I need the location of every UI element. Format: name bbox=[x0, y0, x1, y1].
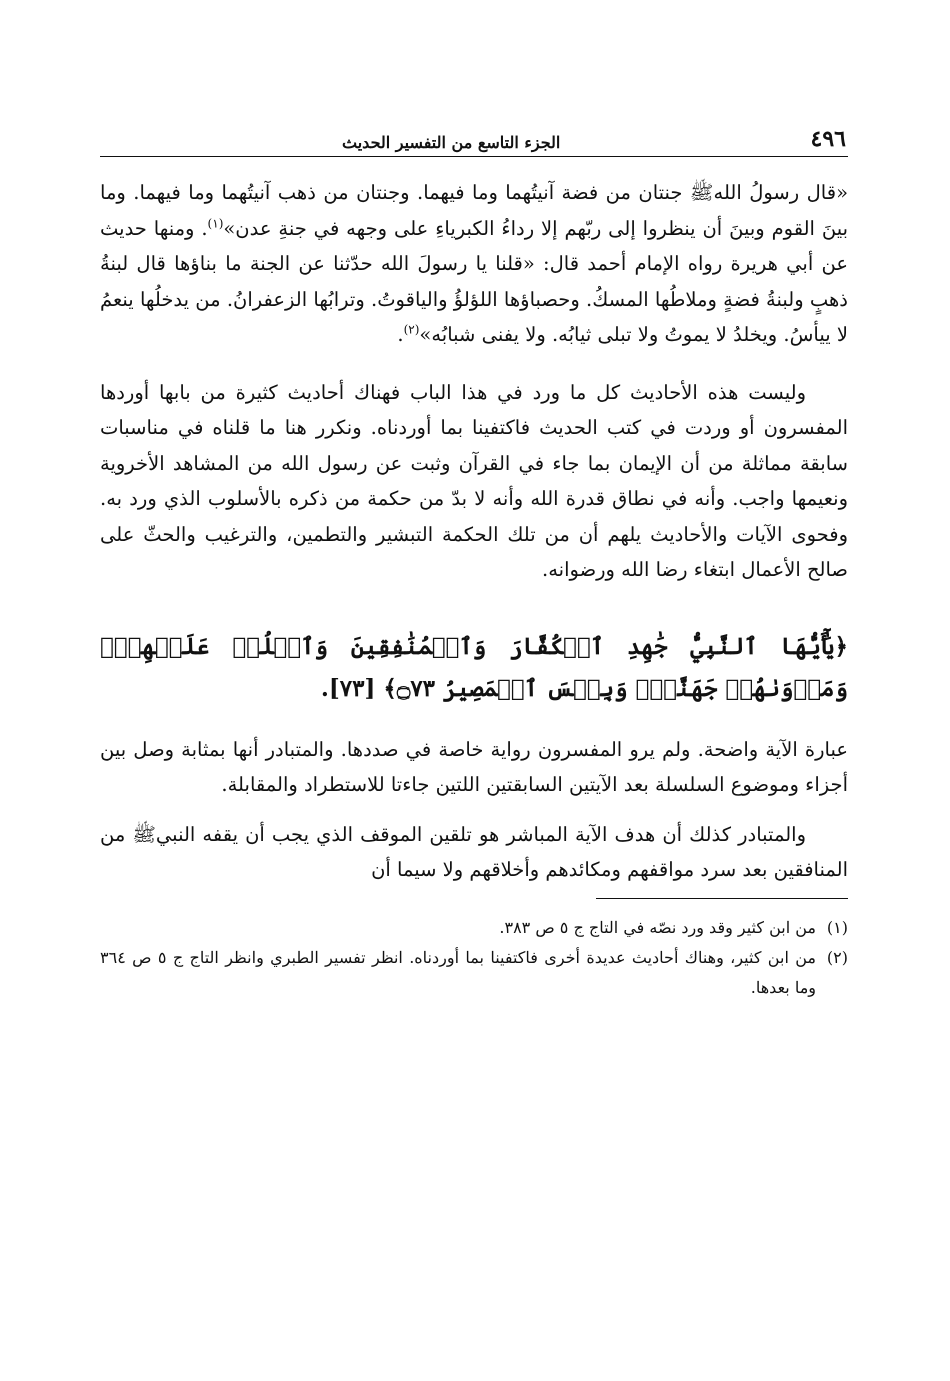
hadith-text-2: . ومنها حديث عن أبي هريرة رواه الإمام أحمد قال: «قلنا يا رسولَ الله حدّثنا عن الجنة ما بناؤها قال لبنةُ ذهبٍ ولبنةُ فضةٍ وملاطُها المسكُ. وحصباؤها اللؤلؤُ والياقوتُ. وترابُها الزعفرانُ. من يدخلُها ينعمُ لا ييأسُ. ويخلدُ لا يموتُ ولا تبلى ثيابُه. ولا يفنى شبابُه» bbox=[100, 216, 848, 346]
hadith-text-1: «قال رسولُ اللهﷺ جنتان من فضة آنيتُهما وما فيهما. وجنتان من ذهب آنيتُهما وما فيهما. وما بينَ القوم وبينَ أن ينظروا إلى ربّهم إلا رداءُ الكبرياءِ على وجهه في جنةِ عدن» bbox=[100, 181, 848, 240]
footnote-text: من ابن كثير، وهناك أحاديث عديدة أخرى فاكتفينا بما أوردناه. انظر تفسير الطبري وانظر التاج ج ٥ ص ٣٦٤ وما بعدها. bbox=[100, 947, 817, 997]
book-page bbox=[100, 118, 848, 1003]
footnotes bbox=[100, 913, 848, 1003]
footnote-text: من ابن كثير وقد ورد نصّه في التاج ج ٥ ص ٣٨٣. bbox=[499, 917, 816, 937]
footnote-number: (١) bbox=[826, 917, 848, 937]
page-number: ٤٩٦ bbox=[810, 126, 846, 152]
paragraph-verse-explanation: عبارة الآية واضحة. ولم يرو المفسرون رواية خاصة في صددها. والمتبادر أنها بمثابة وصل بين أجزاء وموضوع السلسلة بعد الآيتين السابقتين اللتين جاءتا للاستطراد والمقابلة. bbox=[100, 737, 848, 796]
quran-verse: ﴿يَٰٓأَيُّهَا ٱلنَّبِيُّ جَٰهِدِ ٱلۡكُفَّارَ وَٱلۡمُنَٰفِقِينَ وَٱغۡلُظۡ عَلَيۡهِمۡۚ وَمَأۡوَىٰهُمۡ جَهَنَّمُۖ وَبِئۡسَ ٱلۡمَصِيرُ ۝٧٣﴾ [٧٣]. bbox=[100, 632, 848, 702]
paragraph-verse-purpose: والمتبادر كذلك أن هدف الآية المباشر هو تلقين الموقف الذي يجب أن يقفه النبيﷺ من المنافقين بعد سرد مواقفهم ومكائدهم وأخلاقهم ولا سيما أن bbox=[100, 822, 848, 881]
paragraph-hadith bbox=[100, 175, 848, 353]
page-header bbox=[100, 118, 848, 157]
paragraph-commentary: وليست هذه الأحاديث كل ما ورد في هذا الباب فهناك أحاديث كثيرة من بابها أوردها المفسرون أو وردت في كتب الحديث فاكتفينا بما أوردناه. ونكرر هنا ما قلناه في مناسبات سابقة مماثلة من أن الإيمان بما جاء في القرآن وثبت عن رسول الله من المشاهد الأخروية ونعيمها واجب. وأنه في نطاق قدرة الله وأنه لا بدّ من حكمة من ذكره بالأسلوب الذي ورد به. وفحوى الآيات والأحاديث يلهم أن من تلك الحكمة التبشير والتطمين، والترغيب والحثّ على صالح الأعمال ابتغاء رضا الله ورضوانه. bbox=[100, 380, 848, 581]
footnote-divider bbox=[596, 898, 848, 899]
hadith-text-end: . bbox=[397, 323, 404, 346]
footnote-ref-1: (١) bbox=[207, 216, 224, 230]
footnote-2 bbox=[100, 943, 848, 1003]
footnote-ref-2: (٢) bbox=[403, 322, 420, 337]
footnote-number: (٢) bbox=[826, 947, 848, 967]
running-title: الجزء التاسع من التفسير الحديث bbox=[342, 133, 561, 152]
footnote-1 bbox=[100, 913, 848, 943]
